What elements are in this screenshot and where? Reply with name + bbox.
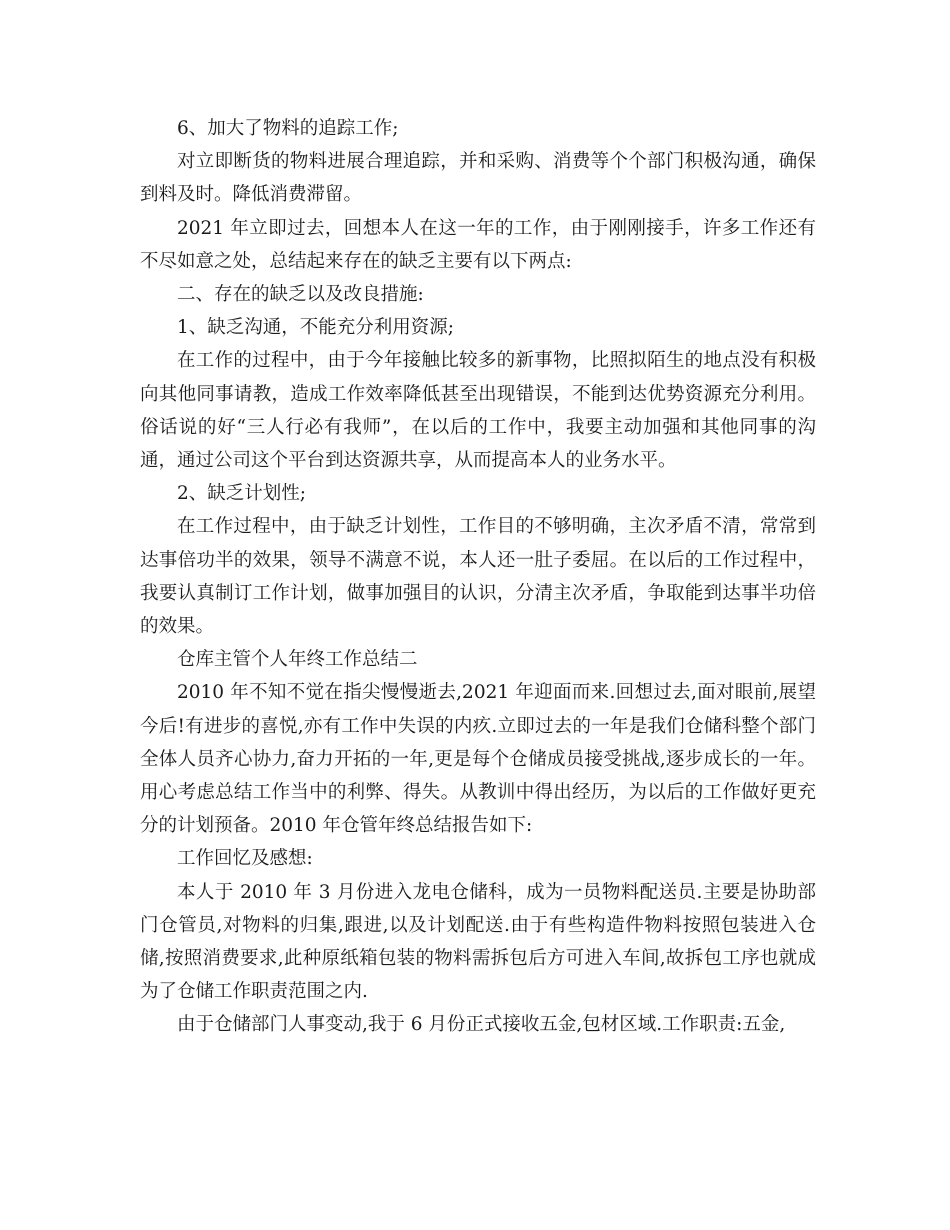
document-body [140, 112, 816, 1042]
paragraph: 2010 年不知不觉在指尖慢慢逝去,2021 年迎面而来.回想过去,面对眼前,展望今后!有进步的喜悦,亦有工作中失误的内疚.立即过去的一年是我们仓储科整个部门全体人员齐心协力,奋力开拓的一年,更是每个仓储成员接受挑战,逐步成长的一年。用心考虑总结工作当中的利弊、得失。从教训中得出经历，为以后的工作做好更充分的计划预备。2010 年仓管年终总结报告如下: [140, 682, 816, 837]
paragraph: 在工作的过程中，由于今年接触比较多的新事物，比照拟陌生的地点没有积极向其他同事请教，造成工作效率降低甚至出现错误，不能到达优势资源充分利用。俗话说的好“三人行必有我师”，在以后的工作中，我要主动加强和其他同事的沟通，通过公司这个平台到达资源共享，从而提高本人的业务水平。 [140, 350, 816, 472]
paragraph: 对立即断货的物料进展合理追踪，并和采购、消费等个个部门积极沟通，确保到料及时。降低消费滞留。 [140, 151, 816, 206]
paragraph: 由于仓储部门人事变动,我于 6 月份正式接收五金,包材区域.工作职责:五金, [177, 1014, 786, 1036]
section-heading: 仓库主管个人年终工作总结二 [177, 649, 418, 671]
paragraph: 6、加大了物料的追踪工作; [177, 118, 399, 139]
paragraph: 工作回忆及感想: [177, 848, 313, 870]
paragraph: 1、缺乏沟通，不能充分利用资源; [177, 317, 455, 339]
paragraph: 本人于 2010 年 3 月份进入龙电仓储科，成为一员物料配送员.主要是协助部门仓管员,对物料的归集,跟进,以及计划配送.由于有些构造件物料按照包装进入仓储,按照消费要求,此种原纸箱包装的物料需拆包后方可进入车间,故拆包工序也就成为了仓储工作职责范围之内. [140, 881, 816, 1003]
paragraph: 2021 年立即过去，回想本人在这一年的工作，由于刚刚接手，许多工作还有不尽如意之处，总结起来存在的缺乏主要有以下两点: [140, 217, 816, 272]
paragraph: 二、存在的缺乏以及改良措施: [177, 284, 424, 306]
paragraph: 2、缺乏计划性; [177, 483, 307, 505]
paragraph: 在工作过程中，由于缺乏计划性，工作目的不够明确，主次矛盾不清，常常到达事倍功半的效果，领导不满意不说，本人还一肚子委屈。在以后的工作过程中，我要认真制订工作计划，做事加强目的认识，分清主次矛盾，争取能到达事半功倍的效果。 [140, 516, 816, 638]
